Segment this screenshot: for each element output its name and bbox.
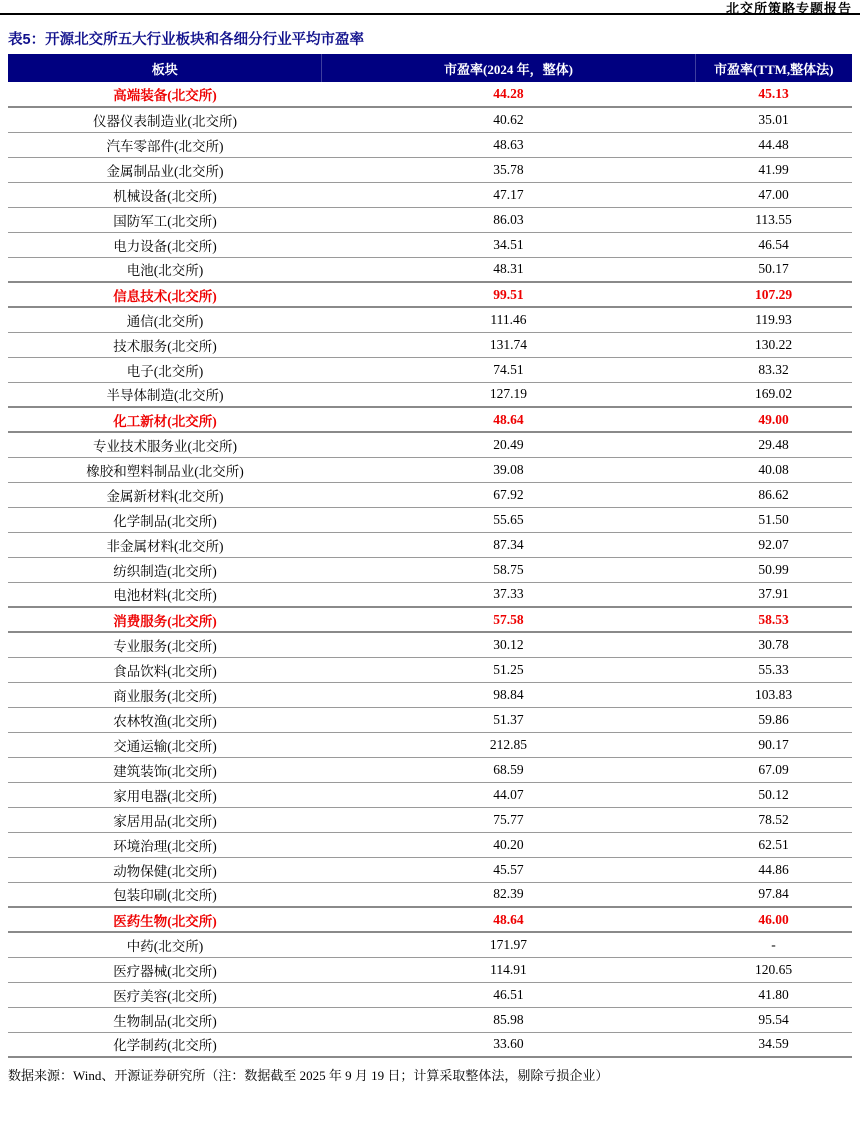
table-header-row [8, 54, 852, 82]
pe-2024-value: 44.07 [322, 782, 695, 807]
pe-2024-value: 111.46 [322, 307, 695, 332]
pe-ttm-value: 120.65 [695, 957, 852, 982]
sector-label: 化学制药(北交所) [8, 1032, 322, 1057]
pe-ttm-value: 86.62 [695, 482, 852, 507]
pe-ttm-value: 30.78 [695, 632, 852, 657]
pe-ttm-value: 46.00 [695, 907, 852, 932]
sector-label: 电池材料(北交所) [8, 582, 322, 607]
table-row [8, 557, 852, 582]
sector-label: 商业服务(北交所) [8, 682, 322, 707]
sector-label: 动物保健(北交所) [8, 857, 322, 882]
pe-ttm-value: 107.29 [695, 282, 852, 307]
pe-ttm-value: 51.50 [695, 507, 852, 532]
pe-ttm-value: 97.84 [695, 882, 852, 907]
table-row [8, 632, 852, 657]
pe-2024-value: 40.20 [322, 832, 695, 857]
col-header-pe-ttm: 市盈率(TTM,整体法) [695, 54, 852, 82]
pe-ttm-value: 47.00 [695, 182, 852, 207]
pe-ttm-value: - [695, 932, 852, 957]
pe-2024-value: 55.65 [322, 507, 695, 532]
pe-2024-value: 45.57 [322, 857, 695, 882]
source-note: 数据来源：Wind、开源证券研究所（注：数据截至 2025 年 9 月 19 日；计算采取整体法，剔除亏损企业） [8, 1068, 609, 1083]
pe-2024-value: 35.78 [322, 157, 695, 182]
sector-label: 家居用品(北交所) [8, 807, 322, 832]
pe-2024-value: 87.34 [322, 532, 695, 557]
sector-label: 金属新材料(北交所) [8, 482, 322, 507]
pe-2024-value: 48.63 [322, 132, 695, 157]
table-row [8, 957, 852, 982]
sector-label: 通信(北交所) [8, 307, 322, 332]
table-title: 表5：开源北交所五大行业板块和各细分行业平均市盈率 [8, 32, 365, 48]
pe-2024-value: 48.64 [322, 907, 695, 932]
pe-2024-value: 114.91 [322, 957, 695, 982]
sector-group-row [8, 82, 852, 107]
table-row [8, 482, 852, 507]
pe-ttm-value: 103.83 [695, 682, 852, 707]
pe-2024-value: 39.08 [322, 457, 695, 482]
pe-2024-value: 30.12 [322, 632, 695, 657]
pe-ttm-value: 90.17 [695, 732, 852, 757]
pe-ttm-value: 46.54 [695, 232, 852, 257]
pe-ttm-value: 55.33 [695, 657, 852, 682]
sector-label: 技术服务(北交所) [8, 332, 322, 357]
pe-2024-value: 82.39 [322, 882, 695, 907]
pe-ttm-value: 58.53 [695, 607, 852, 632]
pe-2024-value: 40.62 [322, 107, 695, 132]
pe-2024-value: 58.75 [322, 557, 695, 582]
table-row [8, 807, 852, 832]
pe-ttm-value: 44.86 [695, 857, 852, 882]
pe-2024-value: 171.97 [322, 932, 695, 957]
sector-label: 环境治理(北交所) [8, 832, 322, 857]
pe-ttm-value: 49.00 [695, 407, 852, 432]
sector-label: 化学制品(北交所) [8, 507, 322, 532]
pe-2024-value: 51.25 [322, 657, 695, 682]
table-row [8, 207, 852, 232]
sector-label: 电池(北交所) [8, 257, 322, 282]
sector-label: 高端装备(北交所) [8, 82, 322, 107]
table-row [8, 382, 852, 407]
sector-label: 电子(北交所) [8, 357, 322, 382]
pe-2024-value: 74.51 [322, 357, 695, 382]
table-row [8, 132, 852, 157]
table-row [8, 582, 852, 607]
sector-label: 生物制品(北交所) [8, 1007, 322, 1032]
pe-2024-value: 20.49 [322, 432, 695, 457]
pe-ttm-value: 78.52 [695, 807, 852, 832]
table-row [8, 657, 852, 682]
pe-ttm-value: 35.01 [695, 107, 852, 132]
table-row [8, 182, 852, 207]
pe-2024-value: 46.51 [322, 982, 695, 1007]
pe-2024-value: 68.59 [322, 757, 695, 782]
sector-group-row [8, 607, 852, 632]
table-row [8, 682, 852, 707]
sector-label: 建筑装饰(北交所) [8, 757, 322, 782]
table-row [8, 757, 852, 782]
pe-2024-value: 67.92 [322, 482, 695, 507]
table-row [8, 1032, 852, 1057]
pe-2024-value: 212.85 [322, 732, 695, 757]
table-row [8, 707, 852, 732]
table-row [8, 157, 852, 182]
pe-ttm-value: 41.99 [695, 157, 852, 182]
pe-ratio-table [8, 54, 852, 1058]
table-row [8, 257, 852, 282]
sector-label: 中药(北交所) [8, 932, 322, 957]
pe-ttm-value: 50.17 [695, 257, 852, 282]
sector-label: 金属制品业(北交所) [8, 157, 322, 182]
pe-2024-value: 47.17 [322, 182, 695, 207]
table-row [8, 532, 852, 557]
table-row [8, 457, 852, 482]
table-row [8, 307, 852, 332]
pe-2024-value: 75.77 [322, 807, 695, 832]
pe-ttm-value: 59.86 [695, 707, 852, 732]
pe-2024-value: 33.60 [322, 1032, 695, 1057]
sector-group-row [8, 282, 852, 307]
report-header [0, 0, 860, 15]
pe-ttm-value: 45.13 [695, 82, 852, 107]
sector-label: 包装印刷(北交所) [8, 882, 322, 907]
sector-label: 非金属材料(北交所) [8, 532, 322, 557]
table-row [8, 882, 852, 907]
sector-label: 医药生物(北交所) [8, 907, 322, 932]
pe-2024-value: 131.74 [322, 332, 695, 357]
table-row [8, 232, 852, 257]
sector-group-row [8, 907, 852, 932]
table-row [8, 332, 852, 357]
pe-ttm-value: 44.48 [695, 132, 852, 157]
sector-label: 化工新材(北交所) [8, 407, 322, 432]
pe-ttm-value: 95.54 [695, 1007, 852, 1032]
sector-label: 专业服务(北交所) [8, 632, 322, 657]
pe-ttm-value: 62.51 [695, 832, 852, 857]
sector-label: 橡胶和塑料制品业(北交所) [8, 457, 322, 482]
sector-label: 医疗美容(北交所) [8, 982, 322, 1007]
table-row [8, 782, 852, 807]
table-row [8, 982, 852, 1007]
pe-2024-value: 98.84 [322, 682, 695, 707]
table-row [8, 857, 852, 882]
pe-ttm-value: 130.22 [695, 332, 852, 357]
pe-ttm-value: 113.55 [695, 207, 852, 232]
pe-ttm-value: 50.99 [695, 557, 852, 582]
table-row [8, 357, 852, 382]
sector-label: 专业技术服务业(北交所) [8, 432, 322, 457]
sector-label: 医疗器械(北交所) [8, 957, 322, 982]
sector-label: 食品饮料(北交所) [8, 657, 322, 682]
sector-label: 半导体制造(北交所) [8, 382, 322, 407]
sector-group-row [8, 407, 852, 432]
sector-label: 国防军工(北交所) [8, 207, 322, 232]
report-header-text: 北交所策略专题报告 [725, 1, 852, 16]
sector-label: 电力设备(北交所) [8, 232, 322, 257]
pe-ttm-value: 169.02 [695, 382, 852, 407]
col-header-sector: 板块 [8, 54, 322, 82]
pe-2024-value: 85.98 [322, 1007, 695, 1032]
pe-2024-value: 51.37 [322, 707, 695, 732]
sector-label: 农林牧渔(北交所) [8, 707, 322, 732]
sector-label: 家用电器(北交所) [8, 782, 322, 807]
table-row [8, 732, 852, 757]
table-row [8, 507, 852, 532]
table-row [8, 432, 852, 457]
pe-ttm-value: 34.59 [695, 1032, 852, 1057]
pe-2024-value: 86.03 [322, 207, 695, 232]
pe-2024-value: 57.58 [322, 607, 695, 632]
pe-2024-value: 99.51 [322, 282, 695, 307]
pe-ttm-value: 119.93 [695, 307, 852, 332]
sector-label: 汽车零部件(北交所) [8, 132, 322, 157]
pe-ttm-value: 37.91 [695, 582, 852, 607]
pe-2024-value: 48.31 [322, 257, 695, 282]
sector-label: 交通运输(北交所) [8, 732, 322, 757]
pe-ttm-value: 83.32 [695, 357, 852, 382]
pe-2024-value: 44.28 [322, 82, 695, 107]
sector-label: 消费服务(北交所) [8, 607, 322, 632]
pe-2024-value: 34.51 [322, 232, 695, 257]
sector-label: 仪器仪表制造业(北交所) [8, 107, 322, 132]
sector-label: 机械设备(北交所) [8, 182, 322, 207]
pe-ttm-value: 50.12 [695, 782, 852, 807]
pe-ttm-value: 67.09 [695, 757, 852, 782]
col-header-pe-2024: 市盈率(2024 年，整体) [322, 54, 695, 82]
pe-2024-value: 48.64 [322, 407, 695, 432]
pe-ttm-value: 41.80 [695, 982, 852, 1007]
pe-ttm-value: 29.48 [695, 432, 852, 457]
sector-label: 纺织制造(北交所) [8, 557, 322, 582]
pe-2024-value: 37.33 [322, 582, 695, 607]
table-row [8, 1007, 852, 1032]
table-row [8, 932, 852, 957]
pe-2024-value: 127.19 [322, 382, 695, 407]
table-row [8, 832, 852, 857]
pe-ttm-value: 40.08 [695, 457, 852, 482]
table-row [8, 107, 852, 132]
pe-ttm-value: 92.07 [695, 532, 852, 557]
sector-label: 信息技术(北交所) [8, 282, 322, 307]
